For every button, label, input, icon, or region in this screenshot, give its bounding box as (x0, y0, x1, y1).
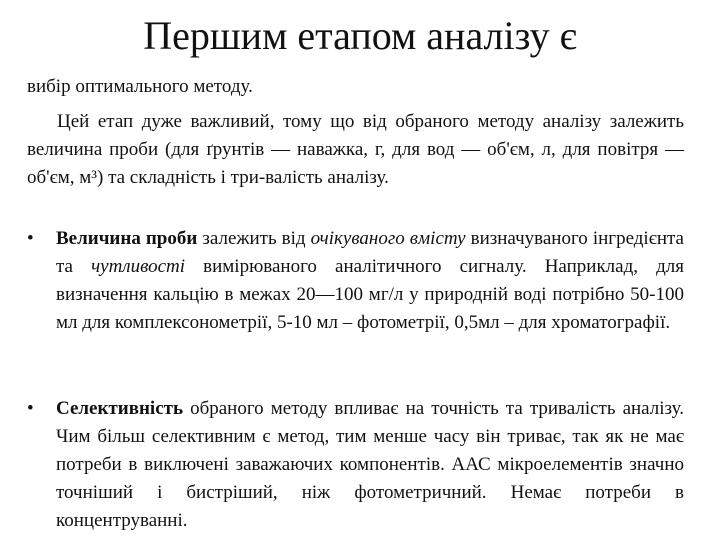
intro-paragraph: Цей етап дуже важливий, тому що від обраного методу аналізу залежить величина проби (для ґрунтів — наважка, г, для вод — об'єм, л, для повітря — об'єм, м³) та складність і три-валість аналізу. (27, 111, 684, 188)
bullet-marker: • (27, 228, 34, 249)
bullet-emphasis: очікуваного вмісту (310, 228, 466, 249)
bullet-marker: • (27, 398, 34, 419)
bullet-selectivity (27, 395, 684, 535)
lead-text: вибір оптимального методу. (27, 76, 253, 97)
bullet-text: залежить від (197, 228, 311, 249)
slide-title: Першим етапом аналізу є (143, 13, 577, 58)
bullet-text: обраного методу впливає на точність та тривалість аналізу. Чим більш селективним є метод, тим менше часу він триває, так як не має потреби в виключені заважаючих компонентів. ААС мікроелементів значно точніший і бистріший, ніж фотометричний. Немає потреби в концентруванні. (56, 398, 684, 531)
bullet-text: визначуваного інгредієнта та (56, 228, 684, 277)
bullet-heading: Величина проби (56, 228, 198, 249)
bullet-sample-size (27, 225, 684, 337)
bullet-heading: Селективність (56, 398, 184, 419)
bullet-emphasis: чутливості (91, 256, 186, 277)
bullet-text: вимірюваного аналітичного сигналу. Наприклад, для визначення кальцію в межах 20—100 мг/л у природній воді потрібно 50-100 мл для комплексонометрії, 5-10 мл – фотометрії, 0,5мл – для хроматографії. (56, 256, 684, 333)
